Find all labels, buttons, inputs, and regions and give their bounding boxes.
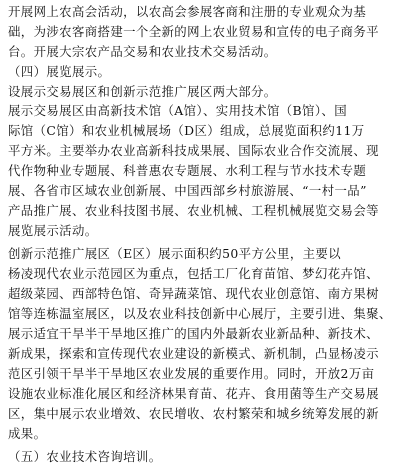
section-heading-exhibition (8, 62, 412, 82)
text-line: 展示适宜干旱半干旱地区推广的国内外最新农业新品种、新技术、 (8, 326, 379, 342)
text-line: 产品推广展、农业科技图书展、农业机械、工程机械展览交易会等 (8, 202, 379, 218)
section-heading: （五）农业技术咨询培训。 (8, 449, 162, 465)
text-line: 础，为涉农客商搭建一个全新的网上农业贸易和宣传的电子商务平 (8, 23, 379, 39)
text-line: 创新示范推广展区（E区）展示面积约50平方公里，主要以 (8, 246, 341, 262)
text-line: 平方米。主要举办农业高新科技成果展、国际农业合作交流展、现 (8, 143, 379, 159)
text-line: 范区引领干旱半干旱地区农业发展的重要作用。同时，开放2万亩 (8, 365, 375, 381)
text-line: 开展网上农高会活动，以农高会参展客商和注册的专业观众为基 (8, 4, 367, 19)
paragraph-online-fair (8, 2, 412, 62)
text-line: 新成果，探索和宣传现代农业建设的新模式、新机制，凸显杨凌示 (8, 345, 379, 361)
text-line: 展、各省市区域农业创新展、中国西部乡村旅游展、“一村一品” (8, 183, 367, 199)
text-line: 杨凌现代农业示范园区为重点，包括工厂化育苗馆、梦幻花卉馆、 (8, 266, 379, 282)
text-line: 成果。 (8, 425, 47, 441)
text-line: 展览展示活动。 (8, 222, 98, 238)
paragraph-two-zones (8, 82, 412, 102)
text-line: 超级菜园、西部特色馆、奇异蔬菜馆、现代农业创意馆、南方果树 (8, 286, 379, 302)
section-heading-consulting (8, 447, 412, 467)
text-line: 台。开展大宗农产品交易和农业技术交易活动。 (8, 43, 277, 59)
text-line: 设施农业标准化展区和经济林果育苗、花卉、食用菌等生产交易展 (8, 385, 379, 401)
text-line: 际馆（C馆）和农业机械展场（D区）组成，总展览面积约11万 (8, 123, 365, 139)
text-line: 展示交易展区由高新技术馆（A馆）、实用技术馆（B馆）、国 (8, 103, 348, 119)
text-line: 馆等连栋温室展区，以及农业科技创新中心展厅，主要引进、集聚、 (8, 306, 392, 322)
text-line: 区，集中展示农业增效、农民增收、农村繁荣和城乡统筹发展的新 (8, 405, 379, 421)
paragraph-trade-zone (8, 101, 412, 240)
section-heading: （四）展览展示。 (8, 63, 111, 79)
text-line: 代作物种业专题展、科普惠农专题展、水利工程与节水技术专题 (8, 163, 367, 179)
text-line: 设展示交易展区和创新示范推广展区两大部分。 (8, 83, 277, 99)
paragraph-innovation-zone (8, 244, 412, 443)
